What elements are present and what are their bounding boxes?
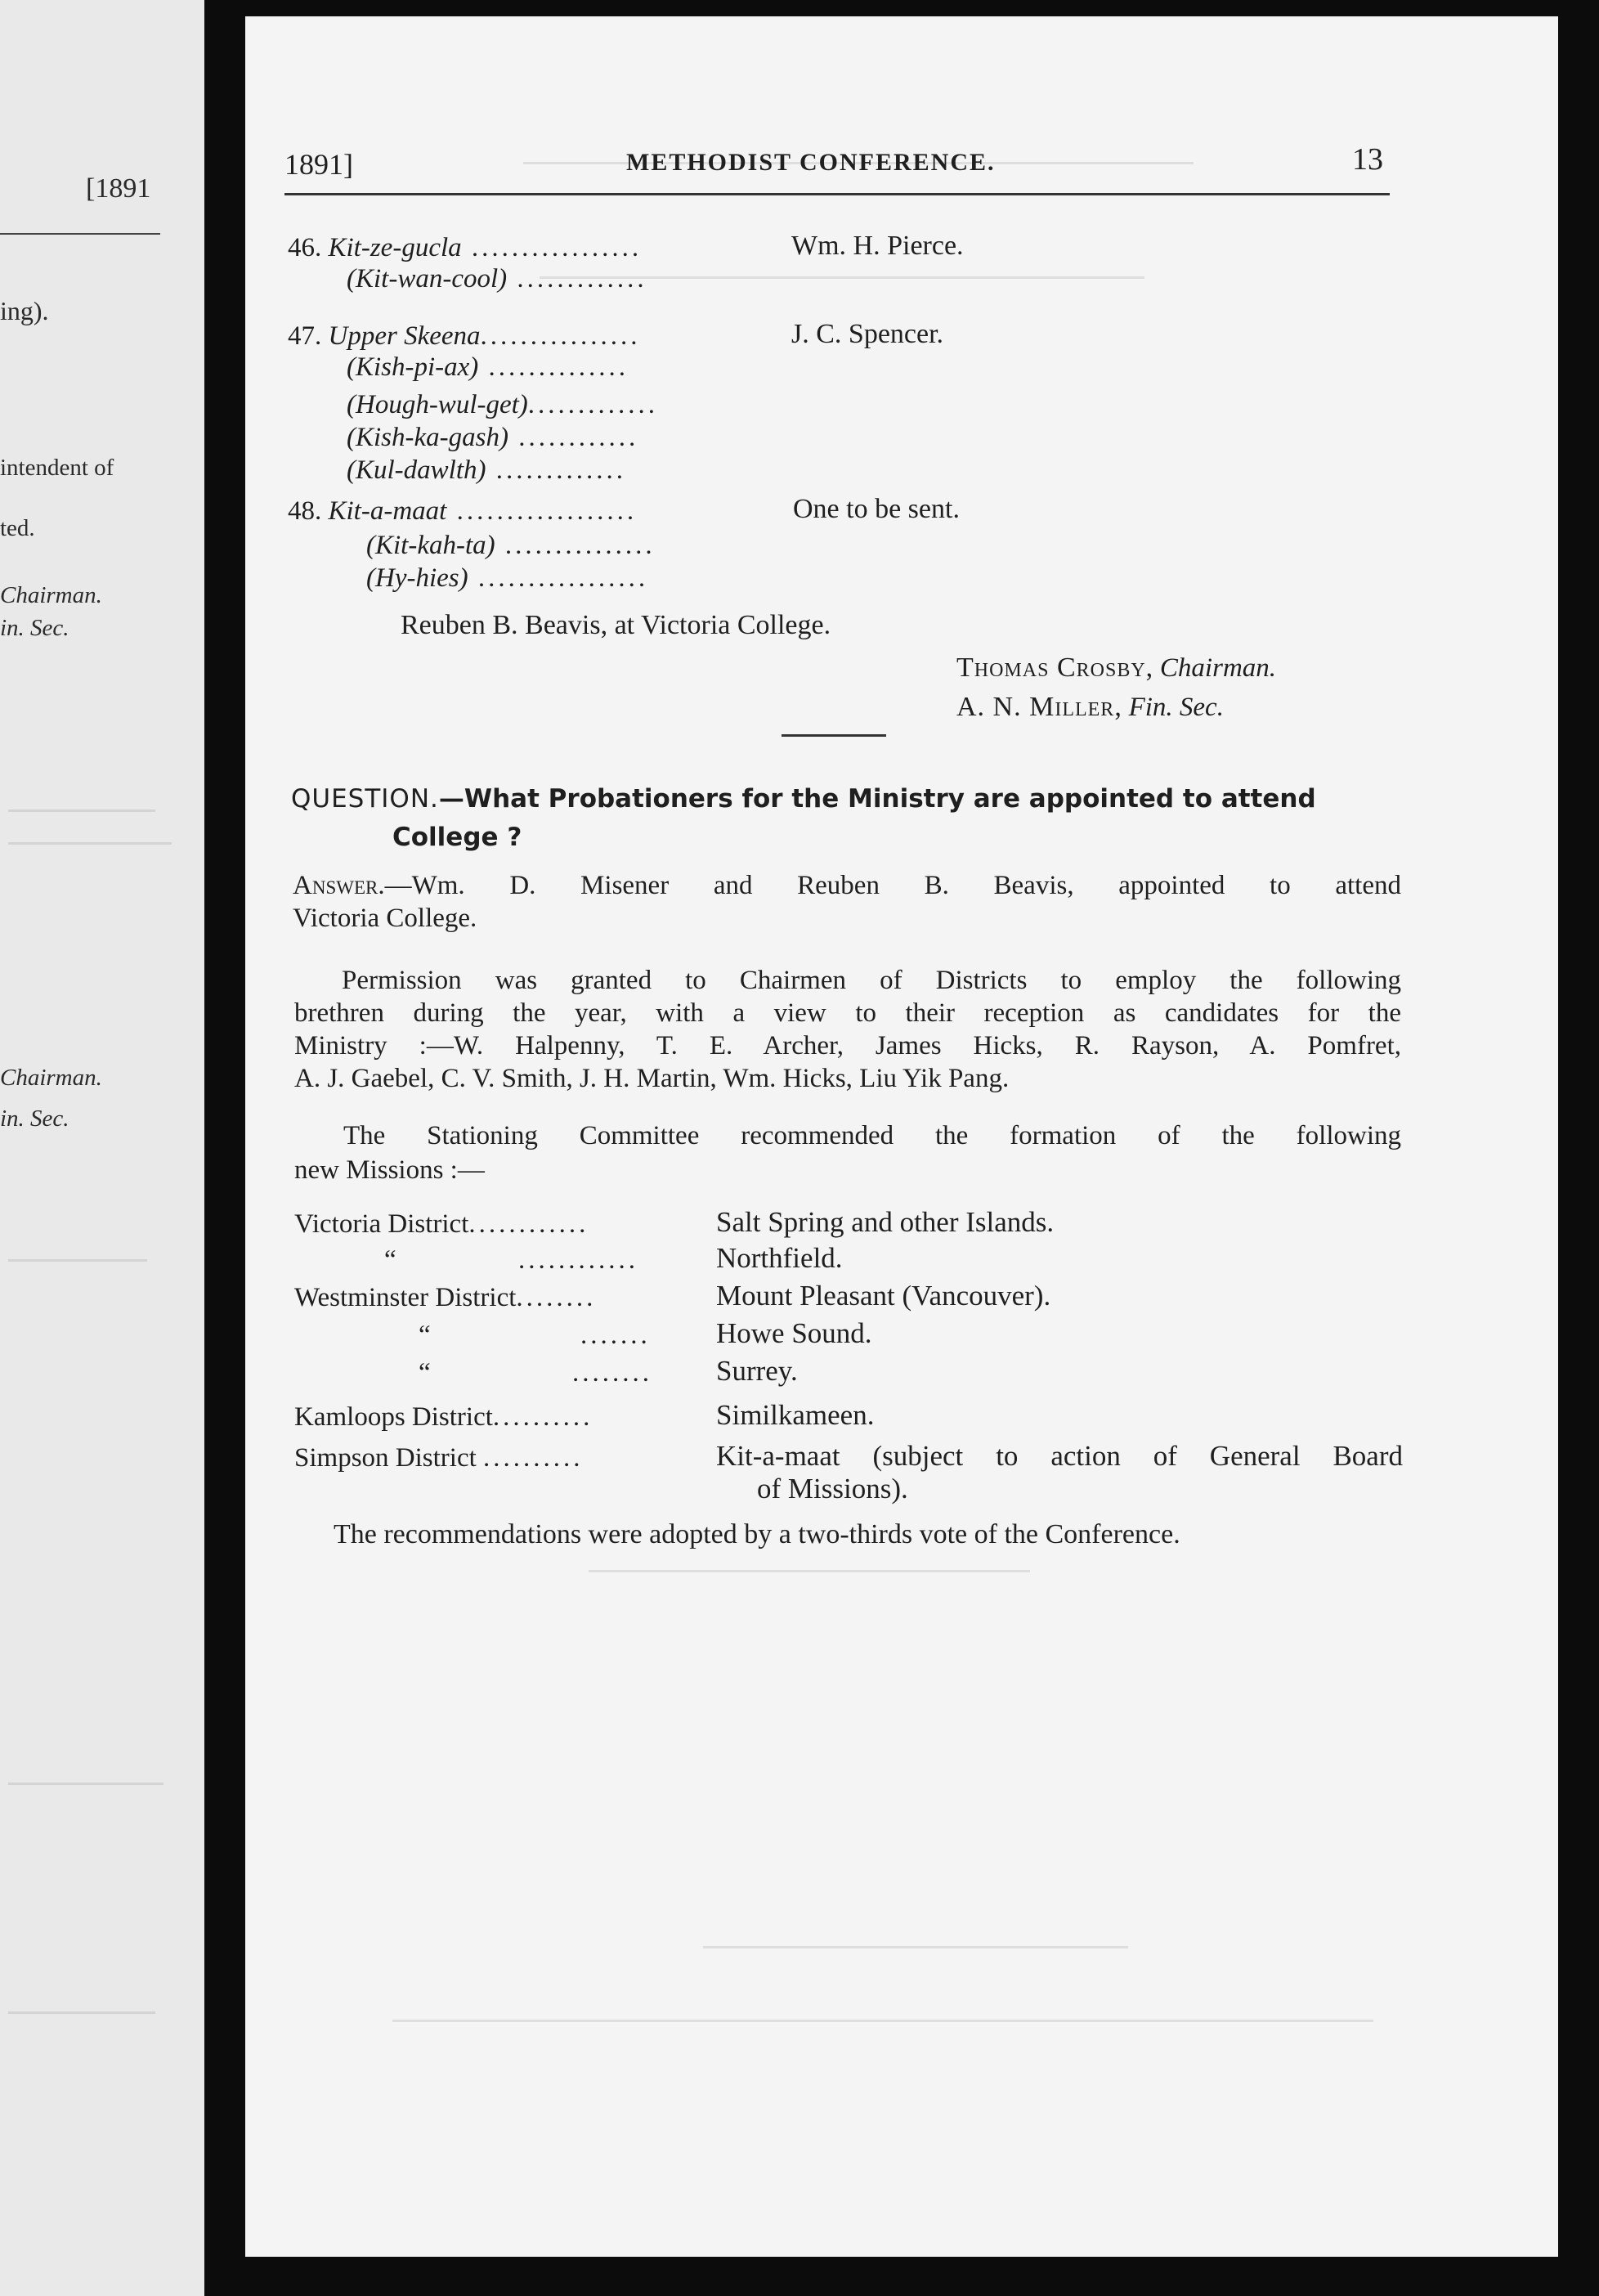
dot-leader: ........ bbox=[516, 1283, 597, 1312]
sub-mission-entry bbox=[347, 389, 658, 420]
signature-name: A. N. Miller, bbox=[956, 692, 1122, 722]
main-page bbox=[245, 16, 1558, 2257]
header-year: 1891] bbox=[284, 148, 353, 181]
paragraph-line: new Missions :— bbox=[294, 1155, 485, 1185]
page-number: 13 bbox=[1352, 142, 1383, 177]
district-name: Simpson District bbox=[294, 1443, 477, 1473]
sub-mission-entry bbox=[366, 563, 648, 594]
dot-leader: ............. bbox=[527, 390, 659, 419]
facing-page-fragment: Chairman. bbox=[0, 1065, 102, 1091]
sub-mission-entry bbox=[347, 422, 638, 453]
signature-chairman bbox=[956, 652, 1276, 684]
sub-mission-name: (Kit-wan-cool) bbox=[347, 264, 508, 294]
bleed-through bbox=[703, 1946, 1128, 1948]
dot-leader: ........ bbox=[572, 1358, 652, 1388]
district-cell bbox=[294, 1209, 589, 1240]
answer-label: Answer. bbox=[293, 871, 385, 900]
mission-minister: One to be sent. bbox=[793, 494, 960, 524]
mission-cell: Northfield. bbox=[716, 1242, 843, 1274]
dot-leader: ....... bbox=[580, 1321, 651, 1350]
district-name: Victoria District bbox=[294, 1209, 469, 1239]
paragraph-line: A. J. Gaebel, C. V. Smith, J. H. Martin, Wm. Hicks, Liu Yik Pang. bbox=[294, 1064, 1010, 1093]
bleed-through bbox=[392, 2020, 1373, 2022]
ditto-mark: “ bbox=[384, 1245, 396, 1275]
district-cell bbox=[384, 1244, 396, 1276]
mission-cell: Howe Sound. bbox=[716, 1317, 872, 1349]
sub-mission-name: (Kit-kah-ta) bbox=[366, 531, 495, 560]
paragraph-line: Permission was granted to Chairmen of Districts to employ the following bbox=[342, 966, 1401, 995]
college-note: Reuben B. Beavis, at Victoria College. bbox=[401, 610, 831, 640]
mission-entry bbox=[288, 496, 637, 527]
question-text: —What Probationers for the Ministry are appointed to attend bbox=[438, 784, 1316, 814]
mission-cell-continuation: of Missions). bbox=[757, 1473, 908, 1505]
dot-leader: .................. bbox=[446, 496, 638, 526]
closing-line: The recommendations were adopted by a two-thirds vote of the Conference. bbox=[334, 1519, 1180, 1549]
mission-cell: Mount Pleasant (Vancouver). bbox=[716, 1280, 1051, 1312]
bleed-through bbox=[8, 2011, 155, 2014]
mission-number: 48. bbox=[288, 496, 322, 526]
answer-text: —Wm. D. Misener and Reuben B. Beavis, appointed to attend bbox=[384, 871, 1401, 900]
mission-entry bbox=[288, 232, 642, 263]
dot-leader: ............. bbox=[507, 264, 647, 294]
sub-mission-entry bbox=[347, 455, 626, 486]
dot-leader: .......... bbox=[492, 1402, 593, 1432]
facing-page-fragment: ted. bbox=[0, 515, 35, 541]
ditto-mark: “ bbox=[419, 1358, 431, 1388]
sub-mission-name: (Hy-hies) bbox=[366, 563, 468, 593]
header-rule bbox=[284, 193, 1390, 195]
sub-mission-name: (Kul-dawlth) bbox=[347, 455, 486, 485]
question bbox=[291, 783, 1316, 814]
facing-page-fragment: Chairman. bbox=[0, 582, 102, 608]
mission-minister: Wm. H. Pierce. bbox=[791, 231, 964, 261]
mission-name: Kit-a-maat bbox=[328, 496, 447, 526]
facing-page-fragment: in. Sec. bbox=[0, 615, 69, 641]
district-name: Westminster District bbox=[294, 1283, 517, 1312]
bleed-through bbox=[8, 1783, 163, 1785]
dot-leader: ................. bbox=[468, 563, 649, 593]
mission-cell: Kit-a-maat (subject to action of General Board bbox=[716, 1440, 1403, 1472]
paragraph-line: Ministry :—W. Halpenny, T. E. Archer, James Hicks, R. Rayson, A. Pomfret, bbox=[294, 1031, 1401, 1061]
mission-cell: Salt Spring and other Islands. bbox=[716, 1206, 1055, 1238]
signature-fin-sec bbox=[956, 692, 1224, 724]
sub-mission-entry bbox=[347, 263, 647, 294]
mission-entry bbox=[288, 321, 641, 352]
facing-page-fragment: ing). bbox=[0, 296, 49, 325]
facing-page-fragment: in. Sec. bbox=[0, 1105, 69, 1132]
bleed-through bbox=[8, 809, 155, 812]
district-cell bbox=[294, 1282, 596, 1313]
dot-leader: ............ bbox=[518, 1245, 638, 1275]
paragraph-line: brethren during the year, with a view to their reception as candidates for the bbox=[294, 998, 1401, 1028]
dot-leader: ................. bbox=[461, 233, 643, 262]
facing-page bbox=[0, 0, 204, 2296]
question-continuation: College ? bbox=[392, 823, 522, 852]
page-title: METHODIST CONFERENCE. bbox=[626, 149, 996, 176]
bleed-through bbox=[589, 1570, 1030, 1572]
dot-leader: ............. bbox=[486, 455, 626, 485]
facing-page-fragment: intendent of bbox=[0, 455, 114, 481]
dot-leader: ............ bbox=[468, 1209, 589, 1239]
answer-continuation: Victoria College. bbox=[293, 904, 477, 933]
sub-mission-name: (Hough-wul-get) bbox=[347, 390, 528, 419]
signature-role: Chairman. bbox=[1159, 653, 1277, 683]
mission-number: 47. bbox=[288, 321, 322, 351]
sub-mission-name: (Kish-ka-gash) bbox=[347, 423, 508, 452]
mission-minister: J. C. Spencer. bbox=[791, 319, 944, 349]
facing-page-rule bbox=[0, 233, 160, 235]
mission-number: 46. bbox=[288, 233, 322, 262]
mission-cell: Surrey. bbox=[716, 1355, 798, 1387]
mission-name: Upper Skeena bbox=[328, 321, 481, 351]
mission-name: Kit-ze-gucla bbox=[328, 233, 462, 262]
ditto-mark: “ bbox=[419, 1321, 431, 1350]
district-name: Kamloops District bbox=[294, 1402, 493, 1432]
dot-leader: ................ bbox=[480, 321, 641, 351]
sub-mission-name: (Kish-pi-ax) bbox=[347, 352, 479, 382]
answer-line bbox=[293, 870, 1401, 901]
paragraph-line: The Stationing Committee recommended the formation of the following bbox=[343, 1121, 1401, 1150]
mission-cell: Similkameen. bbox=[716, 1399, 875, 1431]
dot-leader: ............ bbox=[508, 423, 639, 452]
district-cell bbox=[419, 1320, 431, 1351]
dot-leader: .......... bbox=[483, 1443, 584, 1473]
facing-page-year: [1891 bbox=[86, 173, 151, 204]
district-cell bbox=[419, 1357, 431, 1388]
signature-role: Fin. Sec. bbox=[1128, 693, 1224, 722]
bleed-through bbox=[8, 842, 172, 845]
bleed-through bbox=[8, 1259, 147, 1262]
district-cell bbox=[294, 1401, 593, 1433]
dot-leader: .............. bbox=[478, 352, 629, 382]
signature-name: Thomas Crosby, bbox=[956, 652, 1154, 683]
dot-leader: ............... bbox=[495, 531, 656, 560]
section-divider bbox=[782, 734, 886, 737]
question-label: QUESTION. bbox=[291, 784, 439, 814]
district-cell bbox=[294, 1442, 584, 1473]
sub-mission-entry bbox=[347, 352, 629, 383]
sub-mission-entry bbox=[366, 530, 656, 561]
